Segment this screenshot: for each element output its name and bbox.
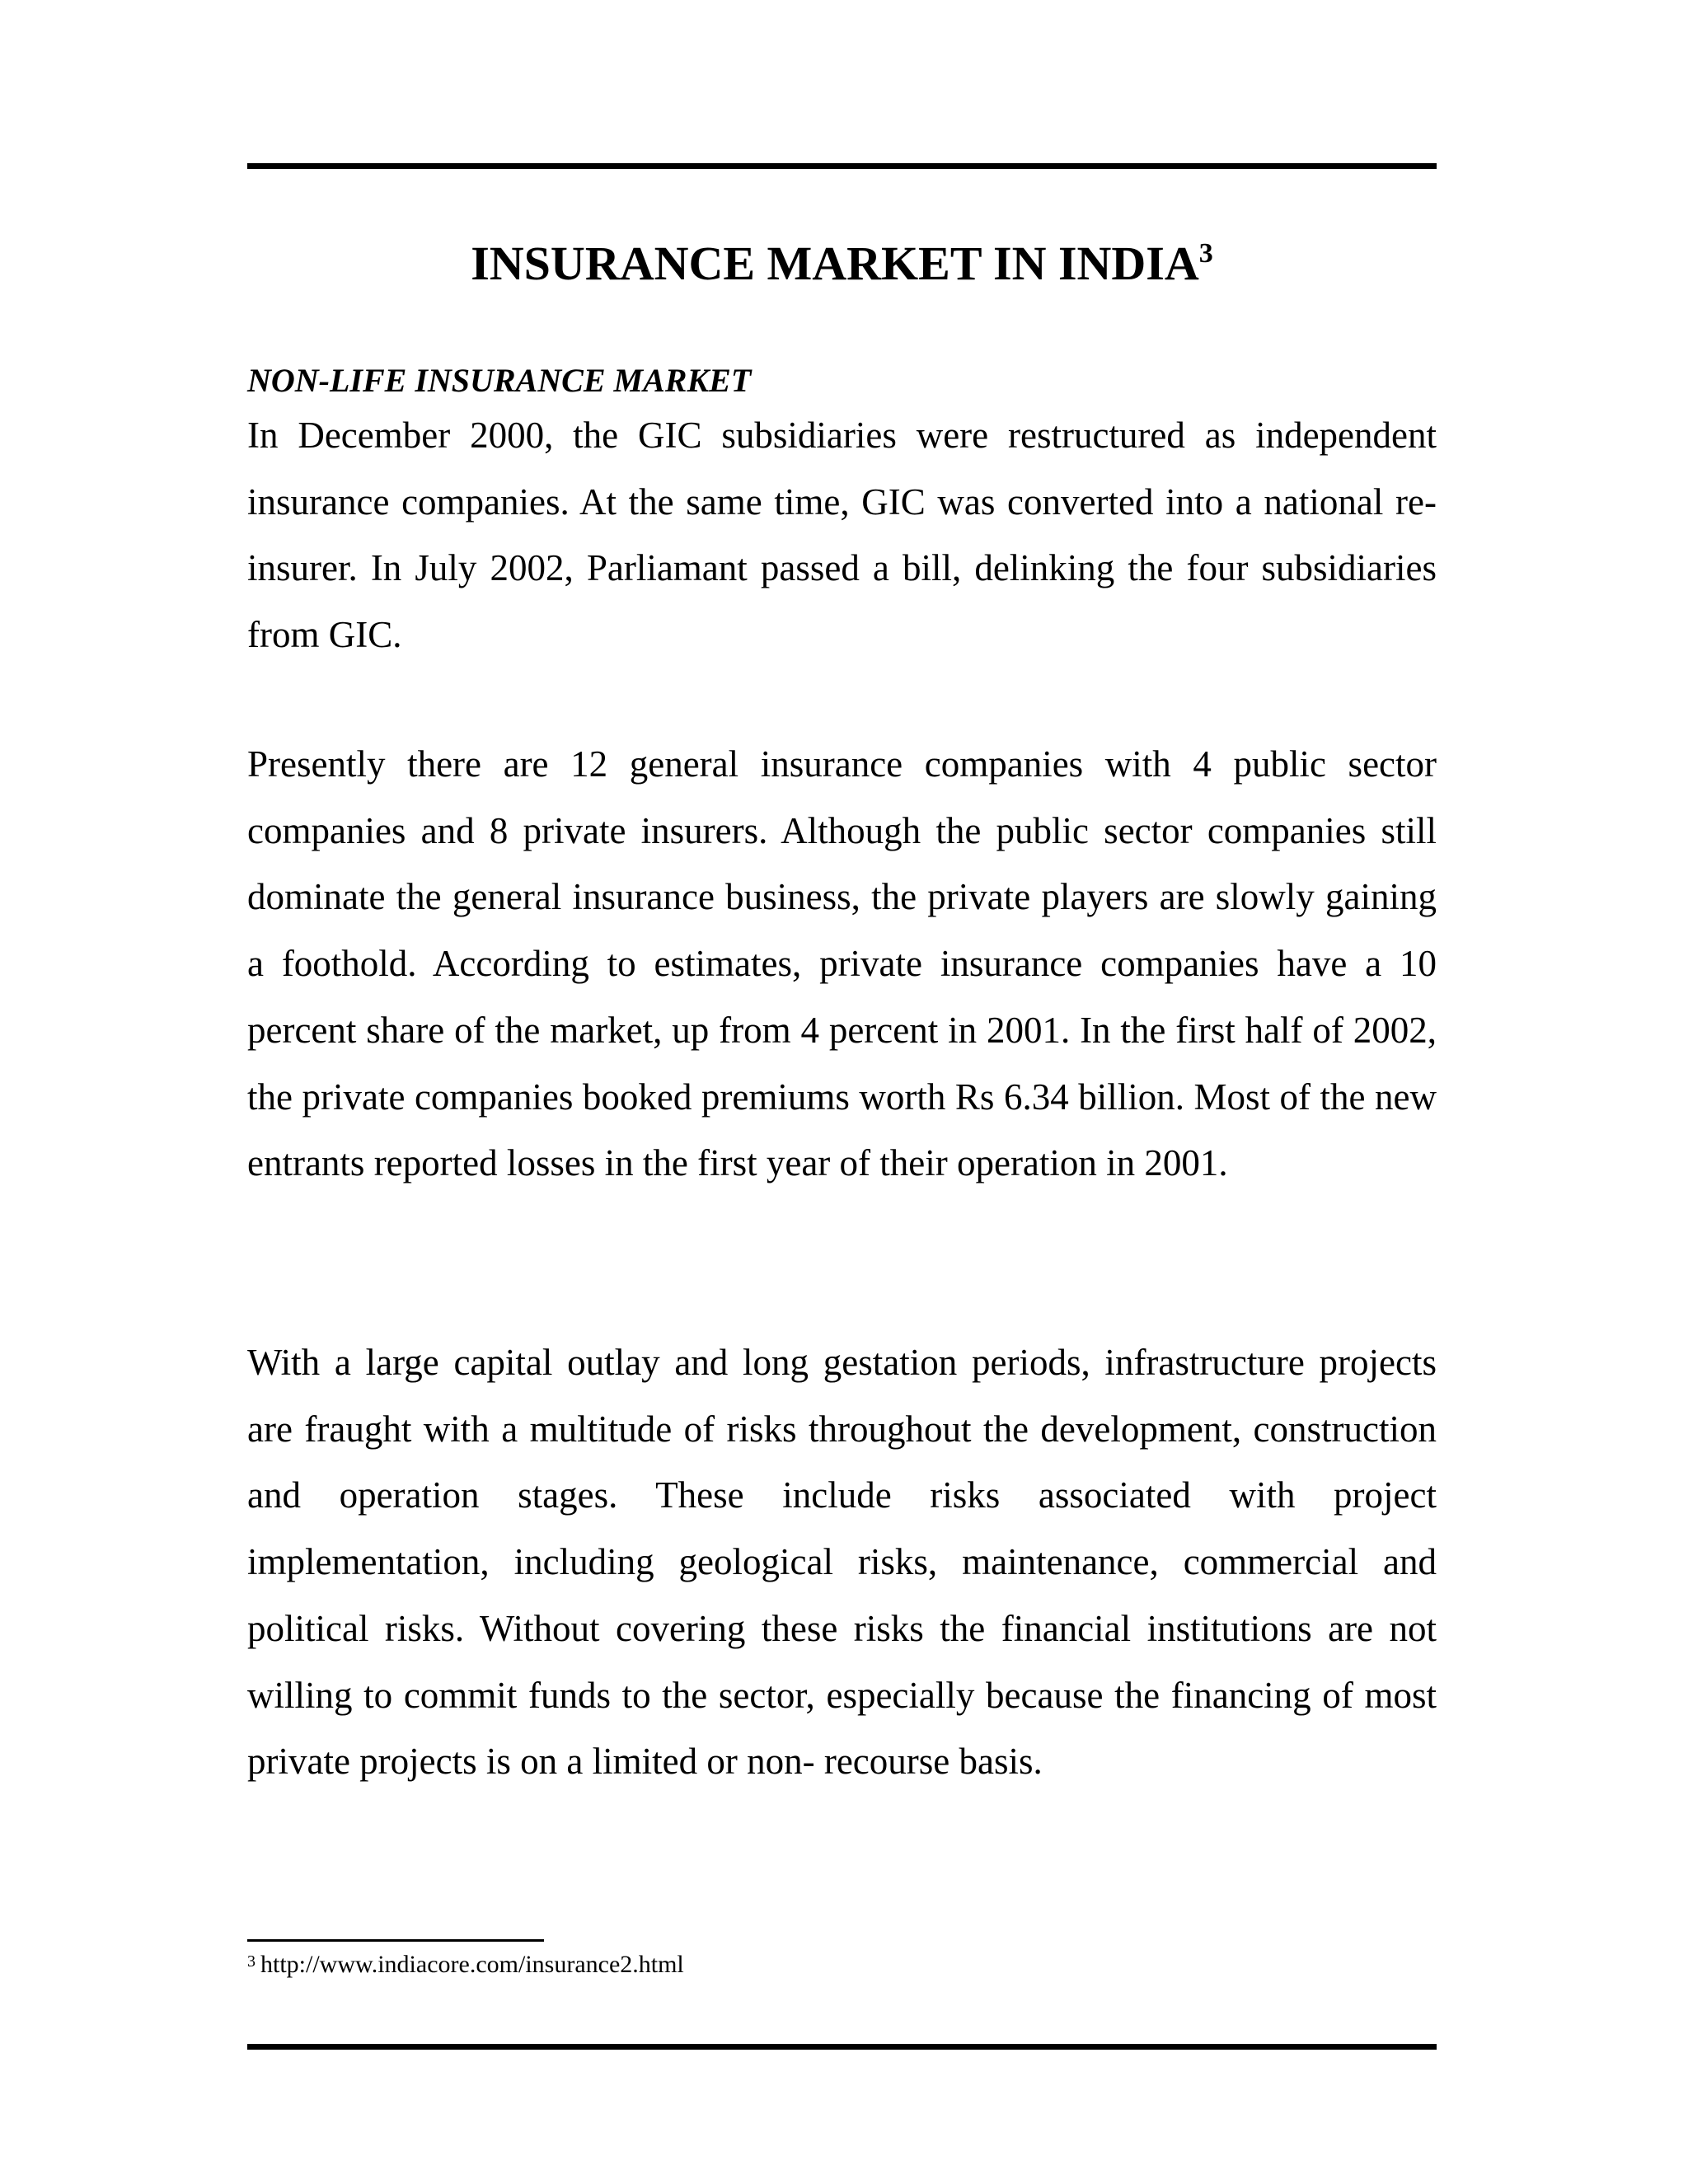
- page-title-text: INSURANCE MARKET IN INDIA: [471, 237, 1199, 290]
- footnote-separator: [247, 1939, 544, 1942]
- footnote-marker: 3: [247, 1952, 256, 1971]
- bottom-rule: [247, 2044, 1437, 2050]
- footnote: [247, 1947, 684, 1983]
- page-title: [247, 231, 1437, 297]
- paragraph-2: Presently there are 12 general insurance companies with 4 public sector companies and 8 private insurers. Although the public sector companies still dominate the general insurance business, the private players are slowly gaining a foothold. According to estimates, private insurance companies have a 10 percent share of the market, up from 4 percent in 2001. In the first half of 2002, the private companies booked premiums worth Rs 6.34 billion. Most of the new entrants reported losses in the first year of their operation in 2001.: [247, 743, 1437, 1184]
- title-footnote-marker: 3: [1198, 238, 1213, 269]
- section-heading: NON-LIFE INSURANCE MARKET: [247, 362, 752, 399]
- top-rule: [247, 163, 1437, 169]
- paragraph-1: In December 2000, the GIC subsidiaries were restructured as independent insurance companies. At the same time, GIC was converted into a national re-insurer. In July 2002, Parliamant passed a bill, delinking the four subsidiaries from GIC.: [247, 415, 1437, 656]
- paragraph-3: With a large capital outlay and long gestation periods, infrastructure projects are fraught with a multitude of risks throughout the development, construction and operation stages. These include risks associated with project implementation, including geological risks, maintenance, commercial and political risks. Without covering these risks the financial institutions are not willing to commit funds to the sector, especially because the financing of most private projects is on a limited or non- recourse basis.: [247, 1342, 1437, 1783]
- footnote-text: http://www.indiacore.com/insurance2.html: [260, 1951, 684, 1978]
